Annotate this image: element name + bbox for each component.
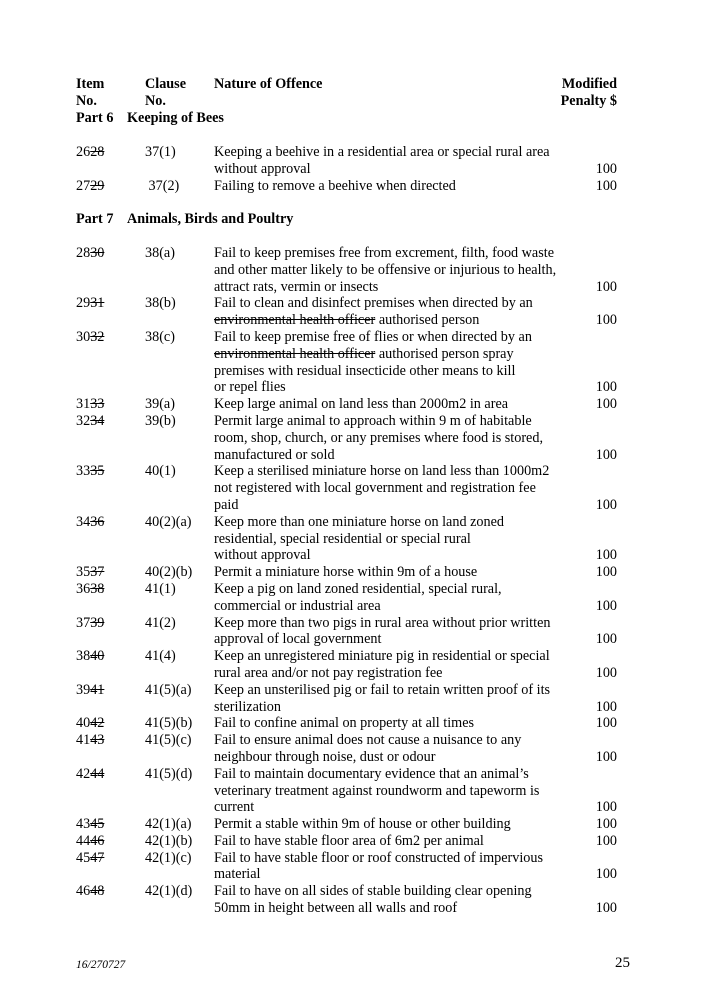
- penalty-amount: 100: [595, 799, 617, 816]
- penalty-amount: 100: [595, 664, 617, 681]
- table-row: [76, 732, 620, 766]
- description-line: Fail to keep premise free of flies or when directed by an: [214, 328, 532, 345]
- item-number-deleted: 30: [90, 245, 105, 261]
- offence-description: [214, 766, 574, 816]
- item-number-deleted: 44: [90, 765, 105, 782]
- description-line: manufactured or sold: [214, 446, 335, 463]
- offence-description: [214, 144, 574, 178]
- item-number-new: 41: [76, 732, 91, 749]
- item-number-new: 33: [76, 463, 91, 480]
- item-number-deleted: 39: [90, 614, 105, 631]
- description-line: sterilization: [214, 698, 281, 715]
- penalty-amount: 100: [595, 278, 617, 295]
- description-line: neighbour through noise, dust or odour: [214, 748, 436, 765]
- clause-number: 38(b): [145, 295, 176, 312]
- table-row: [76, 883, 620, 917]
- deleted-text: environmental health officer: [214, 312, 376, 329]
- clause-number: 39(a): [145, 396, 175, 413]
- item-number-new: 46: [76, 883, 91, 900]
- part6-rows: [76, 144, 620, 194]
- table-row: [76, 564, 620, 581]
- item-number-deleted: 34: [90, 412, 105, 429]
- table-row: [76, 833, 620, 850]
- item-number-deleted: 40: [90, 648, 105, 665]
- description-line: current: [214, 799, 255, 816]
- offence-description: [214, 413, 574, 463]
- header-item: Item No.: [76, 76, 105, 109]
- item-number-deleted: 28: [90, 144, 105, 160]
- item-number-new: 43: [76, 816, 91, 833]
- offence-description: [214, 564, 574, 581]
- section-number: Part 6: [76, 110, 114, 126]
- description-line: and other matter likely to be offensive or injurious to health,: [214, 261, 557, 278]
- description-line: Permit a stable within 9m of house or other building: [214, 816, 511, 833]
- penalty-amount: 100: [595, 631, 617, 648]
- clause-number: 41(2): [145, 614, 176, 631]
- penalty-amount: 100: [595, 597, 617, 614]
- description-line: Keep more than two pigs in rural area without prior written: [214, 614, 551, 631]
- penalty-amount: 100: [595, 496, 617, 513]
- table-row: [76, 850, 620, 884]
- item-number-new: 36: [76, 580, 91, 597]
- item-number-deleted: 37: [90, 564, 105, 581]
- clause-number: 37(1): [145, 144, 176, 160]
- item-number-new: 32: [76, 412, 91, 429]
- item-number-deleted: 32: [90, 328, 105, 345]
- description-line: Permit large animal to approach within 9 m of habitable: [214, 412, 532, 429]
- table-row: [76, 715, 620, 732]
- description-line: Fail to maintain documentary evidence that an animal’s: [214, 765, 529, 782]
- item-number-new: 29: [76, 295, 91, 312]
- penalty-amount: 100: [595, 547, 617, 564]
- item-number: [76, 883, 142, 900]
- deleted-text: environmental health officer: [214, 345, 376, 362]
- description-line: attract rats, vermin or insects: [214, 278, 379, 295]
- table-row: [76, 682, 620, 716]
- description-line: environmental health officer authorised person: [214, 312, 480, 329]
- description-line: Fail to ensure animal does not cause a nuisance to any: [214, 732, 522, 749]
- item-number: [76, 715, 142, 732]
- section-title: Keeping of Bees: [127, 110, 224, 126]
- table-row: [76, 413, 620, 463]
- table-header: [76, 76, 620, 110]
- item-number-new: 30: [76, 328, 91, 345]
- table-row: [76, 463, 620, 513]
- description-line: or repel flies: [214, 379, 286, 396]
- item-number-deleted: 46: [90, 832, 105, 849]
- item-number-new: 26: [76, 144, 91, 160]
- item-number-deleted: 38: [90, 580, 105, 597]
- offence-description: [214, 816, 574, 833]
- offence-description: [214, 245, 574, 295]
- offence-description: [214, 581, 574, 615]
- offence-description: [214, 883, 574, 917]
- description-line: not registered with local government and registration fee: [214, 480, 536, 497]
- description-line: 50mm in height between all walls and roof: [214, 900, 458, 917]
- clause-number: 38(a): [145, 245, 175, 261]
- penalty-amount: 100: [595, 160, 617, 177]
- table-row: [76, 396, 620, 413]
- item-number: [76, 732, 142, 749]
- offence-description: [214, 463, 574, 513]
- clause-number: 41(1): [145, 580, 176, 597]
- penalty-amount: 100: [595, 177, 617, 194]
- description-line: Keep a pig on land zoned residential, special rural,: [214, 580, 502, 597]
- penalty-amount: 100: [595, 564, 617, 581]
- item-number-deleted: 41: [90, 681, 105, 698]
- item-number-new: 27: [76, 177, 91, 194]
- penalty-amount: 100: [595, 900, 617, 917]
- description-line: Fail to have on all sides of stable building clear opening: [214, 883, 532, 900]
- clause-number: 42(1)(b): [145, 832, 193, 849]
- item-number: [76, 245, 142, 262]
- table-row: [76, 178, 620, 195]
- table-row: [76, 295, 620, 329]
- clause-number: 41(5)(d): [145, 765, 193, 782]
- offence-description: [214, 850, 574, 884]
- header-nature: Nature of Offence: [214, 76, 323, 92]
- item-number: [76, 463, 142, 480]
- penalty-amount: 100: [595, 816, 617, 833]
- header-penalty: Modified Penalty $: [560, 76, 617, 109]
- item-number-deleted: 35: [90, 463, 105, 480]
- item-number-deleted: 48: [90, 883, 105, 900]
- item-number: [76, 329, 142, 346]
- offence-description: [214, 615, 574, 649]
- table-row: [76, 615, 620, 649]
- item-number: [76, 295, 142, 312]
- item-number-deleted: 36: [90, 513, 105, 530]
- description-line: rural area and/or not pay registration fee: [214, 664, 443, 681]
- description-line: Fail to confine animal on property at all times: [214, 715, 475, 732]
- item-number-deleted: 29: [90, 177, 105, 194]
- item-number-new: 35: [76, 564, 91, 581]
- item-number: [76, 816, 142, 833]
- item-number-deleted: 43: [90, 732, 105, 749]
- item-number: [76, 564, 142, 581]
- description-line: without approval: [214, 547, 311, 564]
- description-line: Permit a miniature horse within 9m of a house: [214, 564, 478, 581]
- item-number: [76, 648, 142, 665]
- item-number: [76, 514, 142, 531]
- penalty-amount: 100: [595, 715, 617, 732]
- item-number: [76, 413, 142, 430]
- clause-number: 42(1)(c): [145, 849, 192, 866]
- clause-number: 42(1)(d): [145, 883, 193, 900]
- description-line: Failing to remove a beehive when directed: [214, 177, 456, 194]
- item-number-new: 34: [76, 513, 91, 530]
- item-number-new: 31: [76, 396, 91, 413]
- offence-description: [214, 295, 574, 329]
- description-line: paid: [214, 496, 239, 513]
- table-row: [76, 648, 620, 682]
- description-line: commercial or industrial area: [214, 597, 381, 614]
- table-row: [76, 816, 620, 833]
- item-number: [76, 682, 142, 699]
- description-line: Fail to keep premises free from excrement, filth, food waste: [214, 245, 554, 261]
- clause-number: 37(2): [145, 177, 180, 194]
- item-number: [76, 850, 142, 867]
- penalty-amount: 100: [595, 832, 617, 849]
- clause-number: 39(b): [145, 412, 176, 429]
- table-row: [76, 144, 620, 178]
- item-number: [76, 833, 142, 850]
- offence-description: [214, 732, 574, 766]
- penalty-amount: 100: [595, 866, 617, 883]
- section-title: Animals, Birds and Poultry: [127, 211, 294, 227]
- item-number: [76, 178, 142, 195]
- offence-description: [214, 682, 574, 716]
- description-line: veterinary treatment against roundworm and tapeworm is: [214, 782, 540, 799]
- penalty-amount: 100: [595, 379, 617, 396]
- item-number-new: 45: [76, 849, 91, 866]
- description-line: Fail to clean and disinfect premises when directed by an: [214, 295, 533, 312]
- description-line: Fail to have stable floor or roof constructed of impervious: [214, 849, 543, 866]
- description-line: residential, special residential or special rural: [214, 530, 471, 547]
- document-reference: 16/270727: [76, 959, 126, 971]
- description-line: Keep an unregistered miniature pig in residential or special: [214, 648, 550, 665]
- item-number-deleted: 47: [90, 849, 105, 866]
- description-line: approval of local government: [214, 631, 382, 648]
- penalty-amount: 100: [595, 396, 617, 413]
- offence-description: [214, 514, 574, 564]
- clause-number: 41(5)(b): [145, 715, 193, 732]
- item-number-new: 28: [76, 245, 91, 261]
- clause-number: 41(5)(a): [145, 681, 192, 698]
- item-number-deleted: 31: [90, 295, 105, 312]
- description-line: material: [214, 866, 261, 883]
- description-line: Keep a sterilised miniature horse on land less than 1000m2: [214, 463, 550, 480]
- clause-number: 42(1)(a): [145, 816, 192, 833]
- description-line: Keep large animal on land less than 2000m2 in area: [214, 396, 509, 413]
- offence-description: [214, 833, 574, 850]
- offence-description: [214, 396, 574, 413]
- item-number: [76, 581, 142, 598]
- offence-description: [214, 715, 574, 732]
- description-line: environmental health officer authorised person spray: [214, 345, 514, 362]
- clause-number: 40(2)(a): [145, 513, 192, 530]
- table-row: [76, 766, 620, 816]
- table-row: [76, 245, 620, 295]
- description-line: Keep an unsterilised pig or fail to retain written proof of its: [214, 681, 551, 698]
- item-number: [76, 144, 142, 161]
- description-line: premises with residual insecticide other means to kill: [214, 362, 516, 379]
- item-number: [76, 766, 142, 783]
- table-row: [76, 514, 620, 564]
- penalty-amount: 100: [595, 312, 617, 329]
- table-row: [76, 581, 620, 615]
- clause-number: 40(1): [145, 463, 176, 480]
- item-number-new: 40: [76, 715, 91, 732]
- header-clause: Clause No.: [145, 76, 186, 109]
- item-number: [76, 615, 142, 632]
- offence-description: [214, 178, 574, 195]
- item-number-deleted: 33: [90, 396, 105, 413]
- item-number-new: 39: [76, 681, 91, 698]
- penalty-amount: 100: [595, 748, 617, 765]
- part7-rows: [76, 245, 620, 917]
- offence-description: [214, 648, 574, 682]
- clause-number: 38(c): [145, 328, 175, 345]
- clause-number: 41(5)(c): [145, 732, 192, 749]
- description-line: room, shop, church, or any premises where food is stored,: [214, 429, 543, 446]
- item-number-new: 37: [76, 614, 91, 631]
- description-line: without approval: [214, 160, 311, 177]
- item-number-new: 42: [76, 765, 91, 782]
- item-number-new: 38: [76, 648, 91, 665]
- offence-description: [214, 329, 574, 396]
- penalty-amount: 100: [595, 446, 617, 463]
- penalty-amount: 100: [595, 698, 617, 715]
- item-number-new: 44: [76, 832, 91, 849]
- section-number: Part 7: [76, 211, 114, 227]
- item-number-deleted: 45: [90, 816, 105, 833]
- description-line: Keeping a beehive in a residential area or special rural area: [214, 144, 550, 160]
- item-number: [76, 396, 142, 413]
- table-row: [76, 329, 620, 396]
- description-line: Keep more than one miniature horse on land zoned: [214, 513, 504, 530]
- clause-number: 40(2)(b): [145, 564, 193, 581]
- clause-number: 41(4): [145, 648, 176, 665]
- item-number-deleted: 42: [90, 715, 105, 732]
- description-line: Fail to have stable floor area of 6m2 per animal: [214, 832, 484, 849]
- page-number: 25: [615, 955, 630, 971]
